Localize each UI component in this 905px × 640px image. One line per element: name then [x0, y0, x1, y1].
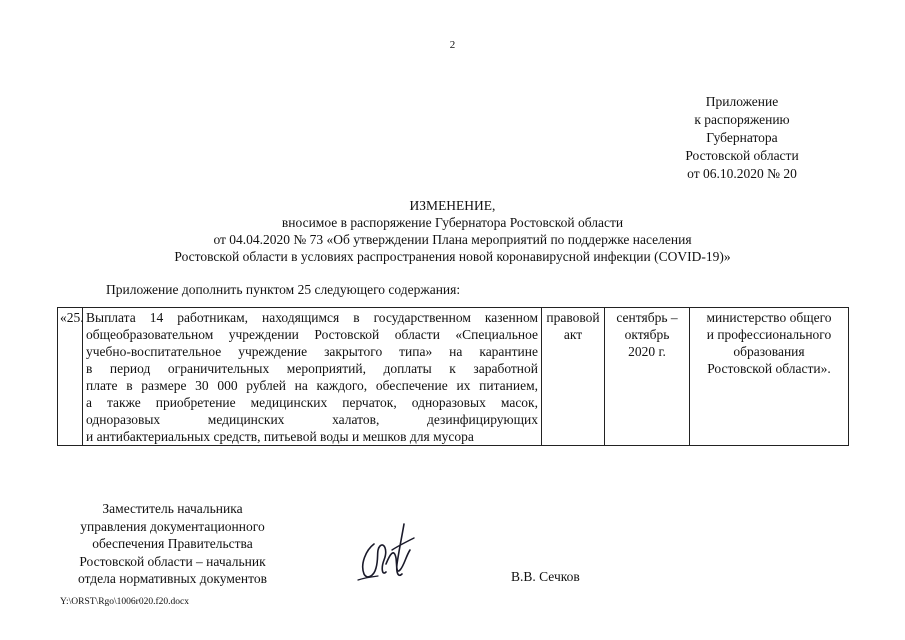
page-number: 2: [449, 39, 456, 51]
act-line: правовой: [546, 310, 600, 325]
description-line: а также приобретение медицинских перчаток, одноразовых масок,: [86, 395, 538, 410]
title-line: от 04.04.2020 № 73 «Об утверждении Плана мероприятий по поддержке населения: [213, 232, 692, 247]
term-cell: [605, 308, 690, 446]
document-title: [100, 197, 805, 265]
title-line: ИЗМЕНЕНИЕ,: [409, 198, 496, 213]
description-line: одноразовых медицинских халатов, дезинфицирующих: [86, 412, 538, 427]
responsible-cell: [690, 308, 849, 446]
position-line: отдела нормативных документов: [78, 571, 267, 586]
appendix-line: Ростовской области: [685, 148, 799, 163]
term-line: 2020 г.: [628, 344, 666, 359]
description-line: учебно-воспитательное учреждение закрытого типа» на карантине: [86, 344, 538, 359]
act-type-cell: [542, 308, 605, 446]
file-path: Y:\ORST\Rgo\1006r020.f20.docx: [60, 597, 189, 607]
changes-table: [57, 307, 849, 446]
appendix-line: к распоряжению: [694, 112, 790, 127]
term-line: сентябрь –: [616, 310, 678, 325]
handwritten-signature: [352, 520, 424, 584]
description-line: и антибактериальных средств, питьевой воды и мешков для мусора: [86, 429, 474, 444]
act-line: акт: [563, 327, 583, 342]
position-line: Заместитель начальника: [102, 501, 243, 516]
term-line: октябрь: [624, 327, 670, 342]
signer-name: В.В. Сечков: [511, 569, 580, 584]
description-line: общеобразовательном учреждении Ростовской области «Специальное: [86, 327, 538, 342]
responsible-line: министерство общего: [706, 310, 832, 325]
title-line: вносимое в распоряжение Губернатора Ростовской области: [281, 215, 624, 230]
appendix-line: Приложение: [705, 94, 779, 109]
responsible-line: и профессионального: [706, 327, 832, 342]
title-line: Ростовской области в условиях распространения новой коронавирусной инфекции (COVID-19)»: [174, 249, 731, 264]
position-line: Ростовской области – начальник: [79, 553, 266, 569]
description-line: в период ограничительных мероприятий, доплаты к заработной: [86, 361, 538, 376]
responsible-line: образования: [733, 344, 805, 359]
position-line: управления документационного: [80, 518, 265, 534]
appendix-line: Губернатора: [706, 130, 778, 145]
position-line: обеспечения Правительства: [92, 536, 253, 551]
table-row: [58, 308, 849, 446]
intro-paragraph: Приложение дополнить пунктом 25 следующего содержания:: [106, 282, 461, 297]
description-line: плате в размере 30 000 рублей на каждого, обеспечение их питанием,: [86, 378, 538, 393]
description-line: Выплата 14 работникам, находящимся в государственном казенном: [86, 310, 538, 325]
appendix-header: [672, 93, 812, 183]
item-number-cell: «25.: [58, 308, 83, 446]
responsible-line: Ростовской области».: [707, 361, 831, 376]
signatory-position: [55, 500, 290, 588]
item-description-cell: [83, 308, 542, 446]
appendix-line: от 06.10.2020 № 20: [687, 166, 797, 181]
